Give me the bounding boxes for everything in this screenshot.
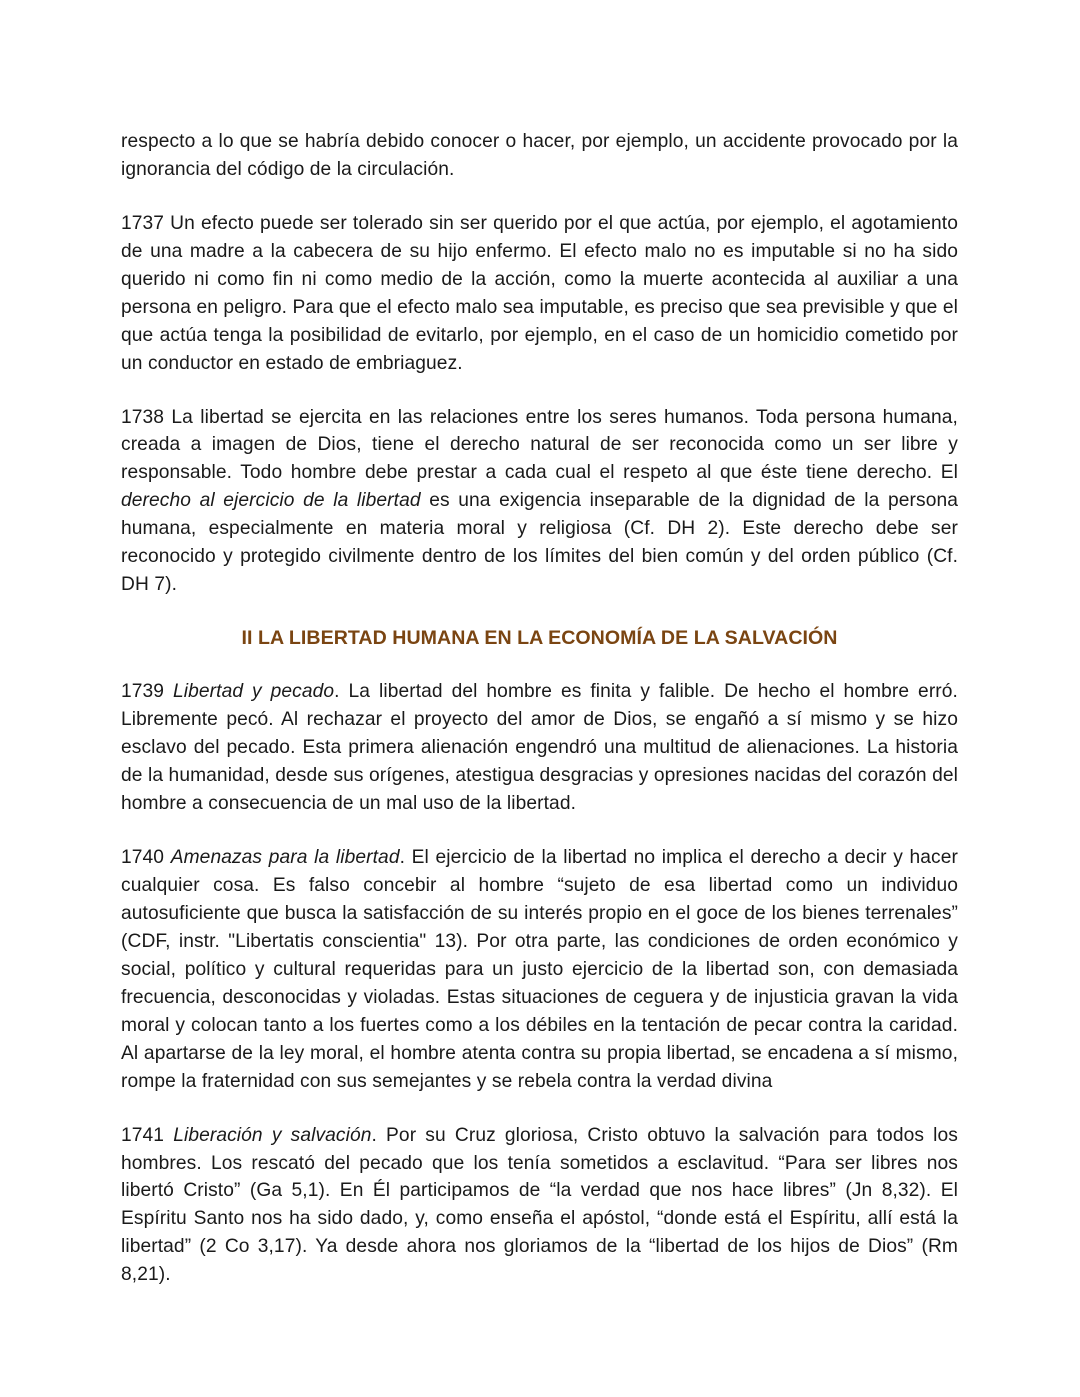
paragraph-1739-title: Libertad y pecado (173, 681, 335, 703)
paragraph-1740-number: 1740 (121, 847, 171, 869)
paragraph-1738-lead: 1738 La libertad se ejercita en las relaciones entre los seres humanos. Toda persona humana, creada a imagen de Dios, tiene el derecho natural de ser reconocida como un ser libre y responsable. Todo hombre debe prestar a cada cual el respeto al que éste tiene derecho. El (121, 406, 964, 484)
paragraph-1740-title: Amenazas para la libertad (170, 847, 400, 869)
paragraph-1741 (121, 1122, 964, 1290)
paragraph-continuation: respecto a lo que se habría debido conocer o hacer, por ejemplo, un accidente provocado por la ignorancia del código de la circulación. (121, 131, 964, 180)
paragraph-1738-tail: es una exigencia inseparable de la dignidad de la persona humana, especialmente en materia moral y religiosa (Cf. DH 2). Este derecho debe ser reconocido y protegido civilmente dentro de los límites del bien común y del orden público (Cf. DH 7). (121, 490, 964, 596)
paragraph-1737: 1737 Un efecto puede ser tolerado sin ser querido por el que actúa, por ejemplo, el agotamiento de una madre a la cabecera de su hijo enfermo. El efecto malo no es imputable si no ha sido querido ni como fin ni como medio de la acción, como la muerte acontecida al auxiliar a una persona en peligro. Para que el efecto malo sea imputable, es preciso que sea previsible y que el que actúa tenga la posibilidad de evitarlo, por ejemplo, en el caso de un homicidio cometido por un conductor en estado de embriaguez. (121, 212, 964, 374)
paragraph-1739-body: . La libertad del hombre es finita y falible. De hecho el hombre erró. Libremente pecó. Al rechazar el proyecto del amor de Dios, se engañó a sí mismo y se hizo esclavo del pecado. Esta primera alienación engendró una multitud de alienaciones. La historia de la humanidad, desde sus orígenes, atestigua desgracias y opresiones nacidas del corazón del hombre a consecuencia de un mal uso de la libertad. (121, 681, 964, 815)
paragraph-1738 (121, 404, 964, 600)
paragraph-1741-title: Liberación y salvación (173, 1124, 372, 1146)
text-column (121, 128, 964, 1289)
paragraph-1741-number: 1741 (121, 1124, 174, 1146)
paragraph-1739 (121, 678, 964, 818)
section-heading-ii: II LA LIBERTAD HUMANA EN LA ECONOMÍA DE LA SALVACIÓN (241, 627, 838, 650)
paragraph-1739-number: 1739 (121, 681, 173, 703)
paragraph-1740 (121, 844, 964, 1095)
paragraph-1740-body: . El ejercicio de la libertad no implica el derecho a decir y hacer cualquier cosa. Es falso concebir al hombre “sujeto de esa libertad como un individuo autosuficiente que busca la satisfacción de su interés propio en el goce de los bienes terrenales” (CDF, instr. "Libertatis conscientia" 13). Por otra parte, las condiciones de orden económico y social, político y cultural requeridas para un justo ejercicio de la libertad son, con demasiada frecuencia, desconocidas y violadas. Estas situaciones de ceguera y de injusticia gravan la vida moral y colocan tanto a los fuertes como a los débiles en la tentación de pecar contra la caridad. Al apartarse de la ley moral, el hombre atenta contra su propia libertad, se encadena a sí mismo, rompe la fraternidad con sus semejantes y se rebela contra la verdad divina (121, 847, 964, 1092)
paragraph-1738-italic-phrase: derecho al ejercicio de la libertad (121, 490, 421, 512)
paragraph-1741-body: . Por su Cruz gloriosa, Cristo obtuvo la salvación para todos los hombres. Los rescató del pecado que los tenía sometidos a esclavitud. “Para ser libres nos libertó Cristo” (Ga 5,1). En Él participamos de “la verdad que nos hace libres” (Jn 8,32). El Espíritu Santo nos ha sido dado, y, como enseña el apóstol, “donde está el Espíritu, allí está la libertad” (2 Co 3,17). Ya desde ahora nos gloriamos de la “libertad de los hijos de Dios” (Rm 8,21). (121, 1124, 964, 1286)
